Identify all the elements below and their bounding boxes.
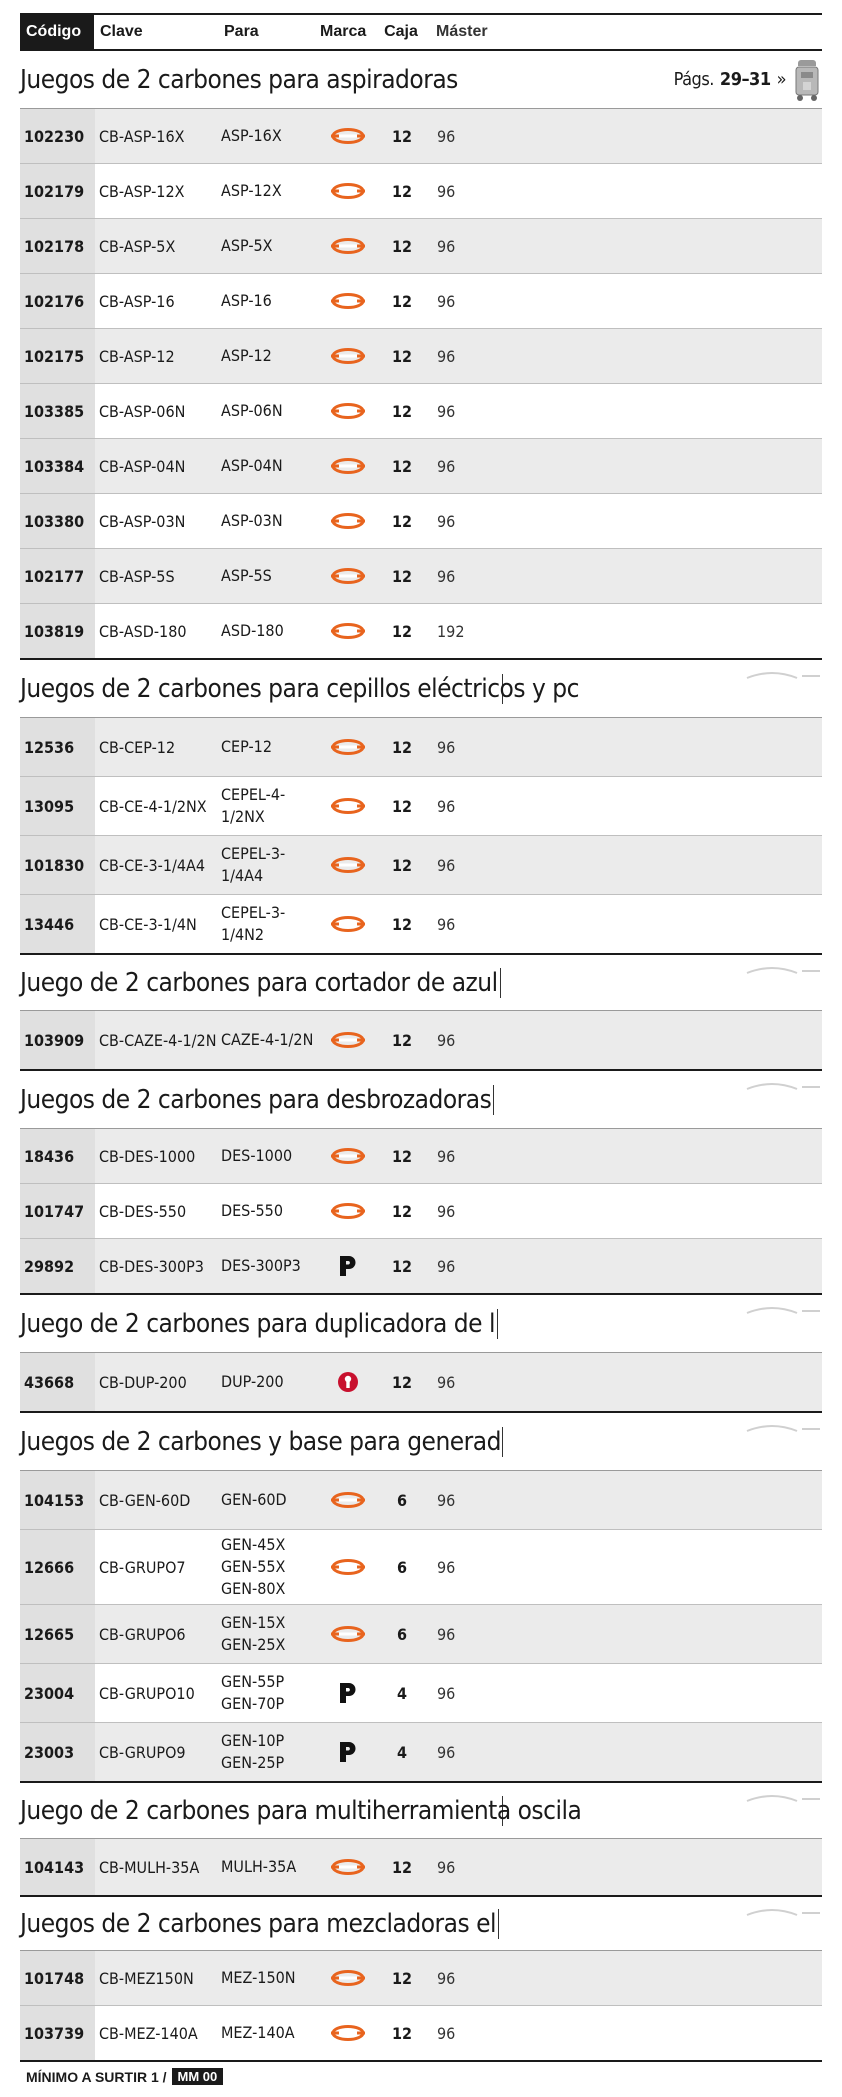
product-image-fragment <box>742 1421 822 1433</box>
para-model: GEN-55P <box>221 1672 285 1691</box>
cell-codigo: 102230 <box>20 109 95 163</box>
truper-logo-icon <box>331 457 365 475</box>
cell-caja: 12 <box>391 346 413 366</box>
sections-container <box>20 51 822 2062</box>
cell-master: 96 <box>437 914 456 934</box>
cell-clave: CB-GEN-60D <box>99 1490 191 1510</box>
cell-caja: 12 <box>391 181 413 201</box>
cell-marca <box>319 1491 377 1509</box>
truper-logo-icon <box>331 512 365 530</box>
cell-para <box>219 902 319 946</box>
truper-logo-icon <box>331 567 365 585</box>
cell-para <box>219 1534 319 1600</box>
table-row[interactable] <box>20 1605 822 1664</box>
cell-codigo: 104153 <box>20 1471 95 1529</box>
cell-clave: CB-MEZ150N <box>99 1968 194 1988</box>
cell-marca <box>319 1858 377 1876</box>
header-master: Máster <box>436 23 488 40</box>
section-title-text: Juegos de 2 carbones para aspiradoras <box>20 64 458 95</box>
cell-codigo: 103739 <box>20 2006 95 2060</box>
cell-para <box>219 400 319 422</box>
table-row[interactable] <box>20 777 822 836</box>
cell-caja: 12 <box>391 236 413 256</box>
cell-para <box>219 1029 319 1051</box>
cell-para <box>219 235 319 257</box>
cell-caja: 12 <box>391 1030 413 1050</box>
cell-marca <box>319 738 377 756</box>
cell-caja: 12 <box>391 737 413 757</box>
cell-codigo: 101748 <box>20 1951 95 2005</box>
cell-master: 96 <box>437 1030 456 1050</box>
para-model: GEN-25X <box>221 1635 286 1654</box>
cell-marca <box>319 1558 377 1576</box>
cell-caja: 12 <box>391 1968 413 1988</box>
section-title <box>20 660 822 718</box>
cell-clave: CB-ASP-16 <box>99 291 175 311</box>
table-row[interactable] <box>20 1353 822 1413</box>
section-title-text: Juegos de 2 carbones para cepillos eléctricos y pc <box>20 673 579 704</box>
cell-para <box>219 2022 319 2044</box>
catalog-page <box>20 13 822 2062</box>
cell-para <box>219 1612 319 1656</box>
cell-caja: 4 <box>396 1683 407 1703</box>
pages-range: 29–31 <box>719 69 771 90</box>
cell-caja: 12 <box>391 621 413 641</box>
cell-codigo: 12665 <box>20 1605 95 1663</box>
para-model: GEN-45X <box>221 1535 286 1554</box>
header-caja: Caja <box>384 23 418 40</box>
section-title-text: Juego de 2 carbones para duplicadora de l <box>20 1309 498 1339</box>
para-model: ASP-06N <box>221 401 283 420</box>
cell-para <box>219 1371 319 1393</box>
truper-logo-icon <box>331 127 365 145</box>
section-rows <box>20 1951 822 2062</box>
cell-master: 96 <box>437 1968 456 1988</box>
cell-marca <box>319 1969 377 1987</box>
section-title <box>20 1897 822 1951</box>
truper-logo-icon <box>331 292 365 310</box>
cell-para <box>219 1856 319 1878</box>
para-model: ASP-04N <box>221 456 283 475</box>
cell-clave: CB-CE-4-1/2NX <box>99 796 207 816</box>
cell-master: 96 <box>437 1490 456 1510</box>
cell-para <box>219 1967 319 1989</box>
page-reference[interactable] <box>674 58 822 102</box>
truper-logo-icon <box>331 622 365 640</box>
cell-codigo: 102177 <box>20 549 95 603</box>
cell-clave: CB-DUP-200 <box>99 1372 187 1392</box>
cell-marca <box>319 1741 377 1763</box>
cell-master: 96 <box>437 2023 456 2043</box>
cell-para <box>219 1671 319 1715</box>
cell-para <box>219 1730 319 1774</box>
cell-codigo: 12666 <box>20 1530 95 1604</box>
cell-marca <box>319 2024 377 2042</box>
para-model: CEPEL-4-1/2NX <box>221 785 286 826</box>
table-row[interactable] <box>20 1723 822 1783</box>
cell-codigo: 103380 <box>20 494 95 548</box>
table-row[interactable] <box>20 329 822 384</box>
truper-logo-icon <box>331 402 365 420</box>
cell-caja: 12 <box>391 2023 413 2043</box>
cell-para <box>219 1200 319 1222</box>
cell-master: 96 <box>437 1256 456 1276</box>
truper-logo-icon <box>331 182 365 200</box>
truper-logo-icon <box>331 1858 365 1876</box>
pretul-logo-icon <box>338 1682 358 1704</box>
section-rows <box>20 109 822 660</box>
cell-caja: 12 <box>391 401 413 421</box>
cell-para <box>219 784 319 828</box>
truper-logo-icon <box>331 347 365 365</box>
section-title-text: Juego de 2 carbones para multiherramienta oscila <box>20 1795 582 1826</box>
cell-clave: CB-ASP-5S <box>99 566 175 586</box>
para-model: GEN-60D <box>221 1490 287 1509</box>
cell-master: 96 <box>437 1557 456 1577</box>
table-row[interactable] <box>20 1664 822 1723</box>
para-model: CAZE-4-1/2N <box>221 1030 314 1049</box>
section-rows <box>20 1471 822 1783</box>
table-row[interactable] <box>20 1011 822 1071</box>
cell-caja: 4 <box>396 1742 407 1762</box>
footer-text: MÍNIMO A SURTIR 1 / <box>26 2068 167 2085</box>
cell-caja: 6 <box>396 1624 407 1644</box>
table-row[interactable] <box>20 109 822 164</box>
truper-logo-icon <box>331 1202 365 1220</box>
pretul-logo-icon <box>338 1741 358 1763</box>
table-row[interactable] <box>20 1839 822 1897</box>
table-row[interactable] <box>20 895 822 955</box>
section-rows <box>20 1353 822 1413</box>
table-row[interactable] <box>20 604 822 660</box>
cell-codigo: 23004 <box>20 1664 95 1722</box>
table-row[interactable] <box>20 549 822 604</box>
pages-prefix: Págs. <box>673 69 714 90</box>
cell-marca <box>319 797 377 815</box>
cell-para <box>219 620 319 642</box>
product-image-fragment <box>742 1079 822 1091</box>
cell-codigo: 13095 <box>20 777 95 835</box>
product-image-fragment <box>742 668 822 680</box>
para-model: DES-550 <box>221 1201 283 1220</box>
truper-logo-icon <box>331 915 365 933</box>
cell-master: 96 <box>437 236 456 256</box>
para-model: ASD-180 <box>221 621 284 640</box>
cell-codigo: 102175 <box>20 329 95 383</box>
cell-codigo: 23003 <box>20 1723 95 1781</box>
header-clave: Clave <box>100 23 143 40</box>
cell-codigo: 12536 <box>20 718 95 776</box>
cell-para <box>219 510 319 532</box>
para-model: CEP-12 <box>221 737 272 756</box>
table-row[interactable] <box>20 494 822 549</box>
section-title <box>20 1295 822 1353</box>
truper-logo-icon <box>331 797 365 815</box>
cell-caja: 12 <box>391 1372 413 1392</box>
table-row[interactable] <box>20 1239 822 1295</box>
cell-marca <box>319 1255 377 1277</box>
cell-codigo: 101747 <box>20 1184 95 1238</box>
table-row[interactable] <box>20 1184 822 1239</box>
para-model: MEZ-140A <box>221 2023 295 2042</box>
cell-clave: CB-ASP-12X <box>99 181 185 201</box>
cell-para <box>219 736 319 758</box>
table-row[interactable] <box>20 384 822 439</box>
para-model: ASP-16 <box>221 291 272 310</box>
section-rows <box>20 1011 822 1071</box>
cell-clave: CB-MULH-35A <box>99 1857 200 1877</box>
section-title <box>20 51 822 109</box>
cell-marca <box>319 1031 377 1049</box>
table-row[interactable] <box>20 1530 822 1605</box>
truper-logo-icon <box>331 2024 365 2042</box>
cell-caja: 12 <box>391 1256 413 1276</box>
cell-marca <box>319 402 377 420</box>
cell-master: 96 <box>437 1201 456 1221</box>
para-model: MEZ-150N <box>221 1968 296 1987</box>
cell-master: 96 <box>437 346 456 366</box>
cell-para <box>219 1489 319 1511</box>
para-model: ASP-16X <box>221 126 282 145</box>
cell-codigo: 102176 <box>20 274 95 328</box>
cell-master: 96 <box>437 1624 456 1644</box>
cell-clave: CB-ASP-03N <box>99 511 186 531</box>
cell-caja: 12 <box>391 914 413 934</box>
product-image-fragment <box>742 1791 822 1803</box>
table-row[interactable] <box>20 164 822 219</box>
cell-caja: 12 <box>391 1146 413 1166</box>
cell-clave: CB-GRUPO9 <box>99 1742 186 1762</box>
para-model: CEPEL-3-1/4N2 <box>221 903 286 944</box>
table-row[interactable] <box>20 219 822 274</box>
header-codigo: Código <box>20 15 94 49</box>
section-rows <box>20 718 822 955</box>
cell-master: 96 <box>437 737 456 757</box>
cell-clave: CB-DES-550 <box>99 1201 187 1221</box>
cell-codigo: 101830 <box>20 836 95 894</box>
section-title-text: Juegos de 2 carbones para mezcladoras el <box>20 1909 499 1939</box>
para-model: GEN-15X <box>221 1613 286 1632</box>
truper-logo-icon <box>331 738 365 756</box>
cell-clave: CB-CE-3-1/4A4 <box>99 855 205 875</box>
table-header <box>20 13 822 51</box>
cell-caja: 12 <box>391 1857 413 1877</box>
table-row[interactable] <box>20 1471 822 1530</box>
cell-marca <box>319 1625 377 1643</box>
cell-clave: CB-CAZE-4-1/2N <box>99 1030 217 1050</box>
cell-caja: 6 <box>396 1490 407 1510</box>
cell-marca <box>319 622 377 640</box>
cell-marca <box>319 856 377 874</box>
cell-codigo: 18436 <box>20 1129 95 1183</box>
para-model: ASP-5S <box>221 566 272 585</box>
cell-clave: CB-ASP-5X <box>99 236 176 256</box>
cell-master: 96 <box>437 1683 456 1703</box>
cell-clave: CB-ASD-180 <box>99 621 187 641</box>
para-model: DUP-200 <box>221 1372 284 1391</box>
cell-master: 96 <box>437 855 456 875</box>
para-model: MULH-35A <box>221 1857 297 1876</box>
pretul-logo-icon <box>338 1255 358 1277</box>
section-title <box>20 1413 822 1471</box>
cell-marca <box>319 182 377 200</box>
cell-master: 96 <box>437 511 456 531</box>
para-model: ASP-03N <box>221 511 283 530</box>
cell-clave: CB-CEP-12 <box>99 737 176 757</box>
cell-clave: CB-GRUPO10 <box>99 1683 195 1703</box>
hermex-logo-icon <box>337 1371 359 1393</box>
cell-clave: CB-DES-1000 <box>99 1146 196 1166</box>
cell-codigo: 29892 <box>20 1239 95 1293</box>
cell-master: 96 <box>437 401 456 421</box>
cell-caja: 12 <box>391 796 413 816</box>
cell-codigo: 104143 <box>20 1839 95 1895</box>
para-model: ASP-5X <box>221 236 273 255</box>
cell-marca <box>319 127 377 145</box>
pages-arrow-icon: » <box>776 69 786 90</box>
cell-clave: CB-ASP-06N <box>99 401 186 421</box>
header-marca: Marca <box>320 23 367 40</box>
section-title <box>20 1071 822 1129</box>
cell-master: 96 <box>437 456 456 476</box>
table-row[interactable] <box>20 2006 822 2062</box>
cell-clave: CB-MEZ-140A <box>99 2023 198 2043</box>
footer-badge: MM 00 <box>172 2068 224 2085</box>
cell-marca <box>319 915 377 933</box>
section-rows <box>20 1129 822 1295</box>
cell-codigo: 102178 <box>20 219 95 273</box>
truper-logo-icon <box>331 237 365 255</box>
para-model: GEN-25P <box>221 1753 285 1772</box>
cell-caja: 12 <box>391 855 413 875</box>
vacuum-icon <box>792 58 822 102</box>
cell-master: 96 <box>437 181 456 201</box>
cell-caja: 12 <box>391 456 413 476</box>
cell-clave: CB-CE-3-1/4N <box>99 914 197 934</box>
para-model: GEN-80X <box>221 1579 286 1598</box>
cell-clave: CB-GRUPO7 <box>99 1557 186 1577</box>
para-model: DES-300P3 <box>221 1256 301 1275</box>
cell-codigo: 103909 <box>20 1011 95 1069</box>
cell-clave: CB-ASP-04N <box>99 456 186 476</box>
section-title-text: Juegos de 2 carbones para desbrozadoras <box>20 1085 494 1115</box>
cell-marca <box>319 1371 377 1393</box>
table-row[interactable] <box>20 1951 822 2006</box>
cell-marca <box>319 237 377 255</box>
cell-marca <box>319 512 377 530</box>
truper-logo-icon <box>331 1147 365 1165</box>
cell-codigo: 103819 <box>20 604 95 658</box>
cell-master: 96 <box>437 126 456 146</box>
cell-para <box>219 455 319 477</box>
cell-marca <box>319 457 377 475</box>
cell-para <box>219 1145 319 1167</box>
section-title <box>20 955 822 1011</box>
cell-marca <box>319 292 377 310</box>
cell-clave: CB-DES-300P3 <box>99 1256 204 1276</box>
table-row[interactable] <box>20 718 822 777</box>
cell-master: 96 <box>437 1146 456 1166</box>
truper-logo-icon <box>331 1491 365 1509</box>
product-image-fragment <box>742 1905 822 1917</box>
cell-caja: 12 <box>391 126 413 146</box>
footer <box>26 2068 223 2085</box>
cell-marca <box>319 1682 377 1704</box>
section-title-text: Juegos de 2 carbones y base para generad <box>20 1427 503 1457</box>
cell-master: 96 <box>437 796 456 816</box>
truper-logo-icon <box>331 1558 365 1576</box>
cell-caja: 12 <box>391 511 413 531</box>
cell-marca <box>319 1147 377 1165</box>
para-model: GEN-10P <box>221 1731 285 1750</box>
cell-master: 96 <box>437 566 456 586</box>
cell-master: 192 <box>437 621 465 641</box>
cell-caja: 12 <box>391 1201 413 1221</box>
table-row[interactable] <box>20 836 822 895</box>
product-image-fragment <box>742 1303 822 1315</box>
para-model: ASP-12X <box>221 181 282 200</box>
cell-master: 96 <box>437 1372 456 1392</box>
table-row[interactable] <box>20 274 822 329</box>
table-row[interactable] <box>20 1129 822 1184</box>
cell-para <box>219 345 319 367</box>
cell-caja: 6 <box>396 1557 407 1577</box>
cell-clave: CB-ASP-12 <box>99 346 175 366</box>
cell-master: 96 <box>437 1857 456 1877</box>
truper-logo-icon <box>331 856 365 874</box>
para-model: CEPEL-3-1/4A4 <box>221 844 286 885</box>
truper-logo-icon <box>331 1031 365 1049</box>
cell-marca <box>319 1202 377 1220</box>
cell-para <box>219 180 319 202</box>
header-para: Para <box>224 23 259 40</box>
cell-codigo: 103385 <box>20 384 95 438</box>
cell-para <box>219 125 319 147</box>
cell-clave: CB-ASP-16X <box>99 126 185 146</box>
para-model: GEN-55X <box>221 1557 286 1576</box>
cell-codigo: 102179 <box>20 164 95 218</box>
cell-codigo: 43668 <box>20 1353 95 1411</box>
cell-para <box>219 565 319 587</box>
product-image-fragment <box>742 963 822 975</box>
cell-marca <box>319 347 377 365</box>
cell-codigo: 103384 <box>20 439 95 493</box>
truper-logo-icon <box>331 1625 365 1643</box>
cell-master: 96 <box>437 291 456 311</box>
truper-logo-icon <box>331 1969 365 1987</box>
cell-master: 96 <box>437 1742 456 1762</box>
section-title <box>20 1783 822 1839</box>
cell-caja: 12 <box>391 566 413 586</box>
cell-para <box>219 1255 319 1277</box>
section-title-text: Juego de 2 carbones para cortador de azul <box>20 968 501 998</box>
para-model: DES-1000 <box>221 1146 293 1165</box>
cell-codigo: 13446 <box>20 895 95 953</box>
table-row[interactable] <box>20 439 822 494</box>
cell-para <box>219 290 319 312</box>
cell-caja: 12 <box>391 291 413 311</box>
section-rows <box>20 1839 822 1897</box>
cell-clave: CB-GRUPO6 <box>99 1624 186 1644</box>
cell-marca <box>319 567 377 585</box>
cell-para <box>219 843 319 887</box>
para-model: ASP-12 <box>221 346 272 365</box>
para-model: GEN-70P <box>221 1694 285 1713</box>
